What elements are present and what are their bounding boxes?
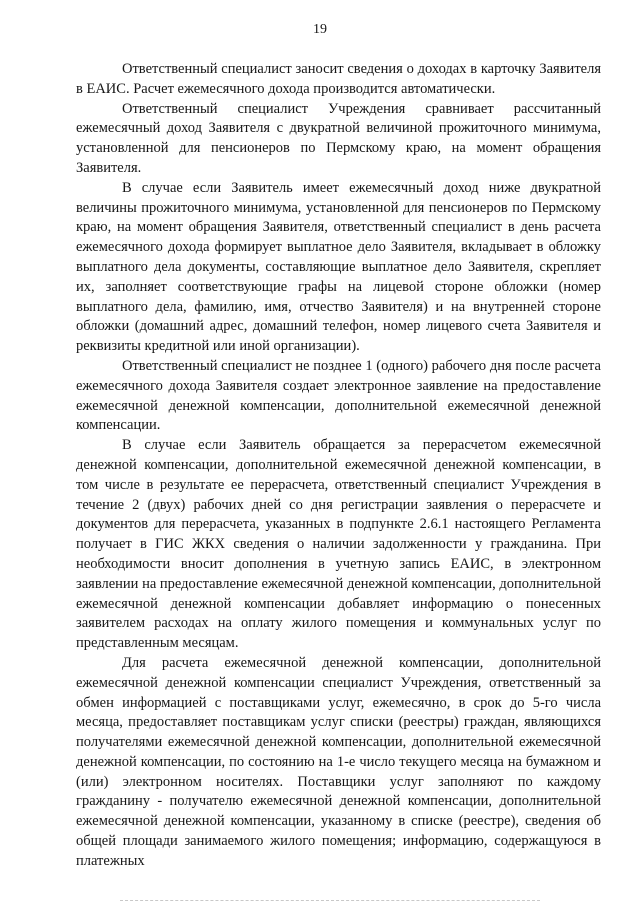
paragraph: Ответственный специалист заносит сведения о доходах в карточку Заявителя в ЕАИС. Расчет ежемесячного дохода производится автоматически. bbox=[76, 61, 601, 97]
paragraph: В случае если Заявитель обращается за перерасчетом ежемесячной денежной компенсации, дополнительной ежемесячной денежной компенсации, в том числе в результате ее перерасчета, ответственный специалист Учреждения в течение 2 (двух) рабочих дней со дня регистрации заявления о перерасчете и документов для перерасчета, указанных в подпункте 2.6.1 настоящего Регламента получает в ГИС ЖКХ сведения о наличии задолженности у гражданина. При необходимости вносит дополнения в учетную запись ЕАИС, в электронном заявлении на предоставление ежемесячной денежной компенсации, дополнительной ежемесячной денежной компенсации добавляет информацию о понесенных заявителем расходах на оплату жилого помещения и коммунальных услуг по представленным месяцам. bbox=[76, 437, 601, 652]
document-body bbox=[76, 60, 601, 872]
paragraph: Для расчета ежемесячной денежной компенсации, дополнительной ежемесячной денежной компенсации специалист Учреждения, ответственный за обмен информацией с поставщиками услуг, ежемесячно, в срок до 5-го числа месяца, предоставляет поставщикам услуг списки (реестры) граждан, являющихся получателями ежемесячной денежной компенсации, дополнительной ежемесячной денежной компенсации, по состоянию на 1-е число текущего месяца на бумажном и (или) электронном носителях. Поставщики услуг заполняют по каждому гражданину - получателю ежемесячной денежной компенсации, дополнительной ежемесячной денежной компенсации, указанному в списке (реестре), сведения об общей площади занимаемого жилого помещения; информацию, содержащуюся в платежных bbox=[76, 654, 601, 869]
paragraph: Ответственный специалист Учреждения сравнивает рассчитанный ежемесячный доход Заявителя с двукратной величиной прожиточного минимума, установленной для пенсионеров по Пермскому краю, на момент обращения Заявителя. bbox=[76, 100, 601, 176]
paragraph: В случае если Заявитель имеет ежемесячный доход ниже двукратной величины прожиточного минимума, установленной для пенсионеров по Пермскому краю, на момент обращения Заявителя, ответственный специалист в день расчета ежемесячного дохода формирует выплатное дело Заявителя, вкладывает в обложку выплатного дела документы, составляющие выплатное дело Заявителя, скрепляет их, заполняет соответствующие графы на лицевой стороне обложки (номер выплатного дела, фамилию, имя, отчество Заявителя) и на внутренней стороне обложки (домашний адрес, домашний телефон, номер лицевого счета Заявителя и реквизиты кредитной или иной организации). bbox=[76, 179, 601, 355]
page-number: 19 bbox=[313, 22, 327, 37]
scan-edge-line bbox=[120, 900, 540, 901]
paragraph: Ответственный специалист не позднее 1 (одного) рабочего дня после расчета ежемесячного дохода Заявителя создает электронное заявление на предоставление ежемесячной денежной компенсации, дополнительной ежемесячной денежной компенсации. bbox=[76, 357, 601, 434]
